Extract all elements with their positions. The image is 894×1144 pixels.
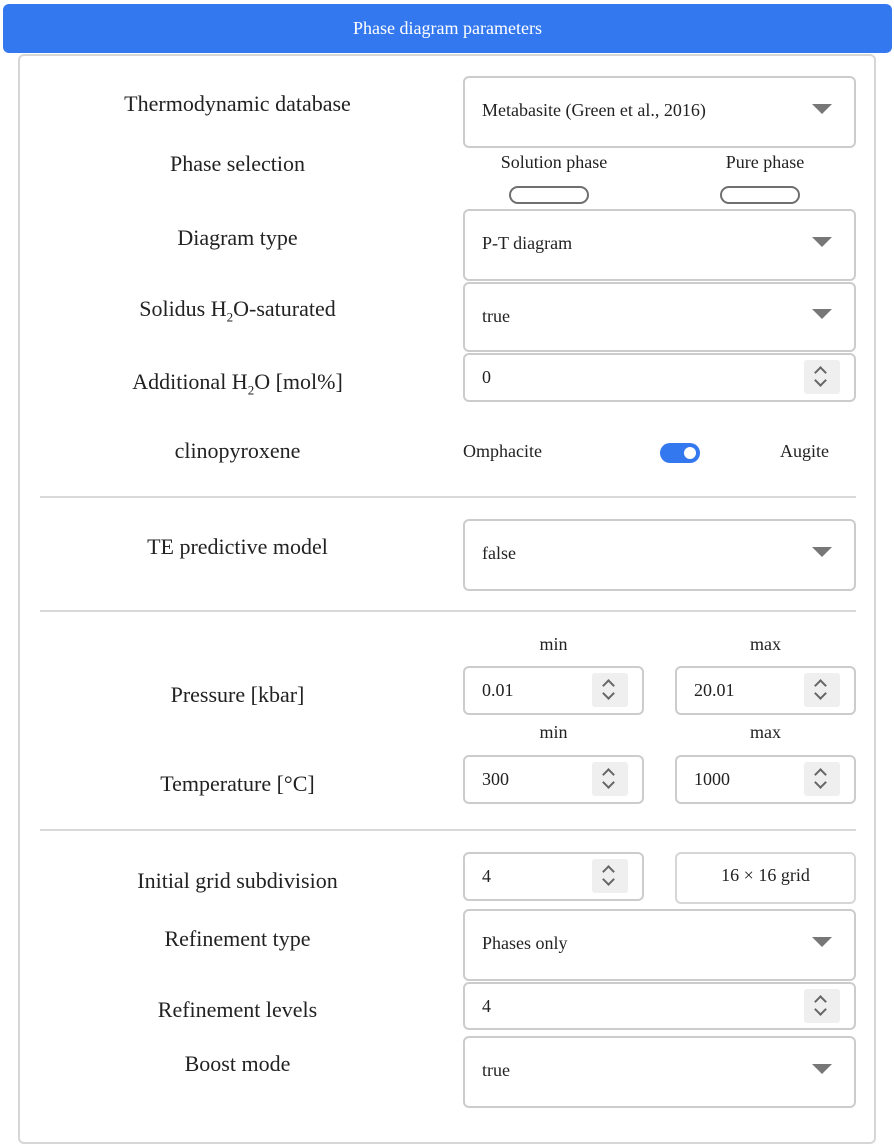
number-stepper-icon[interactable] xyxy=(804,673,840,707)
chevron-down-icon xyxy=(812,309,832,319)
solution-phase-label: Solution phase xyxy=(500,152,608,172)
database-value: Metabasite (Green et al., 2016) xyxy=(482,100,706,120)
te-model-value: false xyxy=(482,543,516,563)
number-stepper-icon[interactable] xyxy=(804,762,840,796)
chevron-down-icon xyxy=(812,1064,832,1074)
number-stepper-icon[interactable] xyxy=(592,762,628,796)
grid-value: 4 xyxy=(482,866,491,886)
refinement-levels-value: 4 xyxy=(482,996,491,1016)
chevron-down-icon xyxy=(812,104,832,114)
additional-h2o-input[interactable] xyxy=(463,353,856,402)
chevron-down-icon xyxy=(812,547,832,557)
database-select[interactable] xyxy=(463,76,856,148)
te-model-label: TE predictive model xyxy=(147,534,328,559)
refinement-levels-input[interactable] xyxy=(463,982,856,1030)
refinement-type-select[interactable] xyxy=(463,909,856,981)
phase-selection-label: Phase selection xyxy=(169,151,306,176)
number-stepper-icon[interactable] xyxy=(804,989,840,1023)
pressure-max-value: 20.01 xyxy=(694,680,735,700)
pressure-min-value: 0.01 xyxy=(482,680,514,700)
temperature-min-value: 300 xyxy=(482,769,509,789)
pressure-label: Pressure [kbar] xyxy=(170,682,305,707)
grid-info-text: 16 × 16 grid xyxy=(721,865,810,885)
chevron-down-icon xyxy=(812,237,832,247)
number-stepper-icon[interactable] xyxy=(804,360,840,394)
boost-mode-select[interactable] xyxy=(463,1036,856,1108)
diagram-type-select[interactable] xyxy=(463,209,856,281)
grid-label: Initial grid subdivision xyxy=(137,868,338,893)
chevron-down-icon xyxy=(812,937,832,947)
solidus-label: Solidus $H_2O$-saturated xyxy=(139,296,336,325)
pure-phase-label: Pure phase xyxy=(725,152,805,172)
solidus-select[interactable] xyxy=(463,282,856,352)
boost-mode-value: true xyxy=(482,1060,510,1080)
grid-input[interactable] xyxy=(463,852,644,901)
temperature-min-label: min xyxy=(539,722,568,742)
boost-mode-label: Boost mode xyxy=(184,1051,291,1076)
panel-header[interactable]: Phase diagram parameters xyxy=(3,4,892,53)
pressure-max-input[interactable] xyxy=(675,666,856,715)
clinopyroxene-toggle[interactable] xyxy=(660,443,700,463)
augite-label: Augite xyxy=(780,441,829,461)
additional-h2o-value: 0 xyxy=(482,367,491,387)
temperature-max-value: 1000 xyxy=(694,769,730,789)
refinement-levels-label: Refinement levels xyxy=(157,997,318,1022)
temperature-max-input[interactable] xyxy=(675,755,856,804)
section-divider xyxy=(40,829,856,831)
pure-phase-button[interactable] xyxy=(720,186,800,204)
grid-info xyxy=(675,852,856,904)
diagram-type-value: P-T diagram xyxy=(482,233,573,253)
pressure-min-input[interactable] xyxy=(463,666,644,715)
pressure-max-label: max xyxy=(750,634,781,654)
omphacite-label: Omphacite xyxy=(463,441,542,461)
toggle-knob xyxy=(684,447,696,459)
number-stepper-icon[interactable] xyxy=(592,859,628,893)
te-model-select[interactable] xyxy=(463,519,856,591)
diagram-type-label: Diagram type xyxy=(177,225,298,250)
number-stepper-icon[interactable] xyxy=(592,673,628,707)
pressure-min-label: min xyxy=(539,634,568,654)
solution-phase-button[interactable] xyxy=(509,186,589,204)
solidus-value: true xyxy=(482,306,510,326)
database-label: Thermodynamic database xyxy=(124,91,351,116)
temperature-max-label: max xyxy=(750,722,781,742)
clinopyroxene-label: clinopyroxene xyxy=(174,438,301,463)
section-divider xyxy=(40,610,856,612)
temperature-min-input[interactable] xyxy=(463,755,644,804)
section-divider xyxy=(40,496,856,498)
refinement-type-value: Phases only xyxy=(482,933,568,953)
refinement-type-label: Refinement type xyxy=(164,926,311,951)
additional-h2o-label: Additional $H_2O$ [mol%] xyxy=(132,369,343,398)
temperature-label: Temperature [°C] xyxy=(160,771,315,796)
